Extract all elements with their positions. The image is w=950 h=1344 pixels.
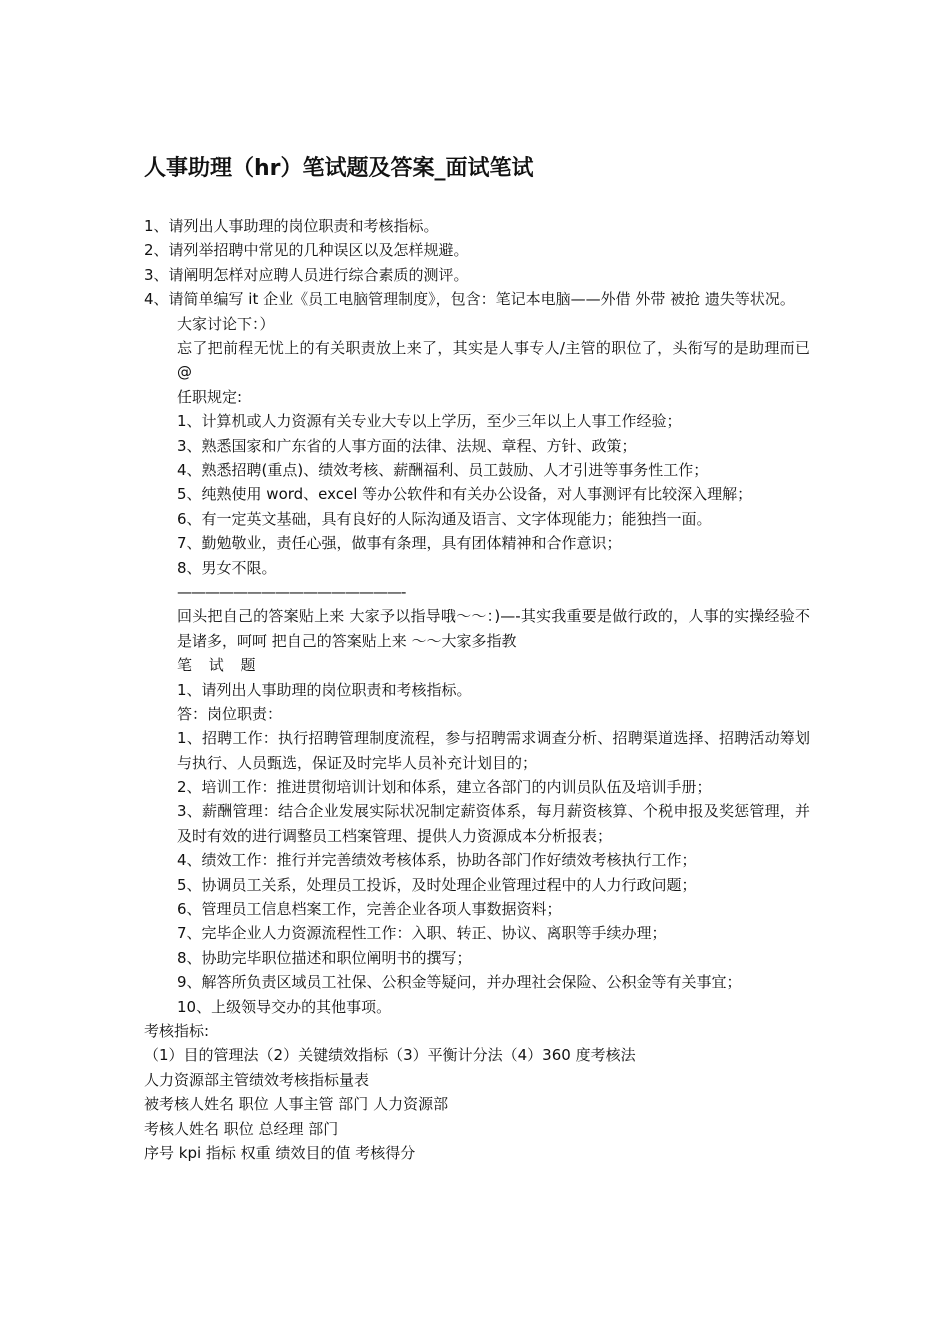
- duty-item: 9、解答所负责区域员工社保、公积金等疑问，并办理社会保险、公积金等有关事宜；: [177, 973, 742, 992]
- duty-item: 3、薪酬管理：结合企业发展实际状况制定薪资体系，每月薪资核算、个税申报及奖惩管理，并及时有效的进行调整员工档案管理、提供人力资源成本分析报表；: [177, 802, 810, 845]
- answer-label: 答：岗位职责：: [177, 704, 283, 723]
- duty-item: 7、完毕企业人力资源流程性工作：入职、转正、协议、离职等手续办理；: [177, 924, 667, 943]
- forgot-note: 忘了把前程无忧上的有关职责放上来了，其实是人事专人/主管的职位了，头衔写的是助理而已@: [177, 338, 810, 382]
- requirement-item: 4、熟悉招聘(重点)、绩效考核、薪酬福利、员工鼓励、人才引进等事务性工作；: [177, 460, 709, 479]
- question-3: 3、请阐明怎样对应聘人员进行综合素质的测评。: [144, 265, 469, 284]
- question-1: 1、请列出人事助理的岗位职责和考核指标。: [144, 217, 439, 235]
- document-title: 人事助理（hr）笔试题及答案_面试笔试: [144, 156, 534, 181]
- separator-line: ————————————————-: [177, 582, 406, 601]
- requirement-item: 5、纯熟使用 word、excel 等办公软件和有关办公设备，对人事测评有比较深入理解；: [177, 485, 753, 504]
- exam-question: 1、请列出人事助理的岗位职责和考核指标。: [177, 680, 472, 699]
- requirement-item: 7、勤勉敬业，责任心强，做事有条理，具有团体精神和合作意识；: [177, 534, 622, 553]
- duty-item: 1、招聘工作：执行招聘管理制度流程，参与招聘需求调查分析、招聘渠道选择、招聘活动筹划与执行、人员甄选，保证及时完毕人员补充计划目的；: [177, 729, 810, 772]
- duty-item: 5、协调员工关系，处理员工投诉，及时处理企业管理过程中的人力行政问题；: [177, 875, 697, 894]
- requirement-item: 8、男女不限。: [177, 558, 277, 577]
- requirement-item: 6、有一定英文基础，具有良好的人际沟通及语言、文字体现能力；能独挡一面。: [177, 509, 712, 528]
- kpi-methods: （1）目的管理法（2）关键绩效指标（3）平衡计分法（4）360 度考核法: [144, 1046, 636, 1065]
- answer-intro: 回头把自己的答案贴上来 大家予以指导哦～～：)—-其实我重要是做行政的，人事的实操经验不是诸多，呵呵 把自己的答案贴上来 ～～大家多指教: [177, 607, 810, 650]
- duty-item: 6、管理员工信息档案工作，完善企业各项人事数据资料；: [177, 900, 562, 919]
- requirements-heading: 任职规定:: [177, 387, 243, 406]
- table-header-line: 序号 kpi 指标 权重 绩效目的值 考核得分: [144, 1143, 416, 1162]
- duty-item: 2、培训工作：推进贯彻培训计划和体系，建立各部门的内训员队伍及培训手册；: [177, 778, 712, 797]
- duty-item: 10、上级领导交办的其他事项。: [177, 997, 392, 1016]
- requirement-item: 1、计算机或人力资源有关专业大专以上学历，至少三年以上人事工作经验；: [177, 412, 682, 431]
- assessor-line: 考核人姓名 职位 总经理 部门: [144, 1119, 339, 1138]
- assessee-line: 被考核人姓名 职位 人事主管 部门 人力资源部: [144, 1095, 449, 1114]
- duty-item: 4、绩效工作：推行并完善绩效考核体系，协助各部门作好绩效考核执行工作；: [177, 851, 697, 870]
- requirement-item: 3、熟悉国家和广东省的人事方面的法律、法规、章程、方针、政策；: [177, 436, 637, 455]
- kpi-table-title: 人力资源部主管绩效考核指标量表: [144, 1070, 370, 1089]
- question-4: 4、请简单编写 it 企业《员工电脑管理制度》，包含：笔记本电脑——外借 外带 被抢 遗失等状况。: [144, 290, 795, 309]
- discussion-prompt: 大家讨论下：）: [177, 314, 275, 333]
- kpi-label: 考核指标:: [144, 1022, 210, 1041]
- duty-item: 8、协助完毕职位描述和职位阐明书的撰写；: [177, 948, 472, 967]
- question-2: 2、请列举招聘中常见的几种误区以及怎样规避。: [144, 241, 469, 260]
- exam-heading: 笔 试 题: [177, 656, 262, 675]
- document-body: [144, 214, 810, 1165]
